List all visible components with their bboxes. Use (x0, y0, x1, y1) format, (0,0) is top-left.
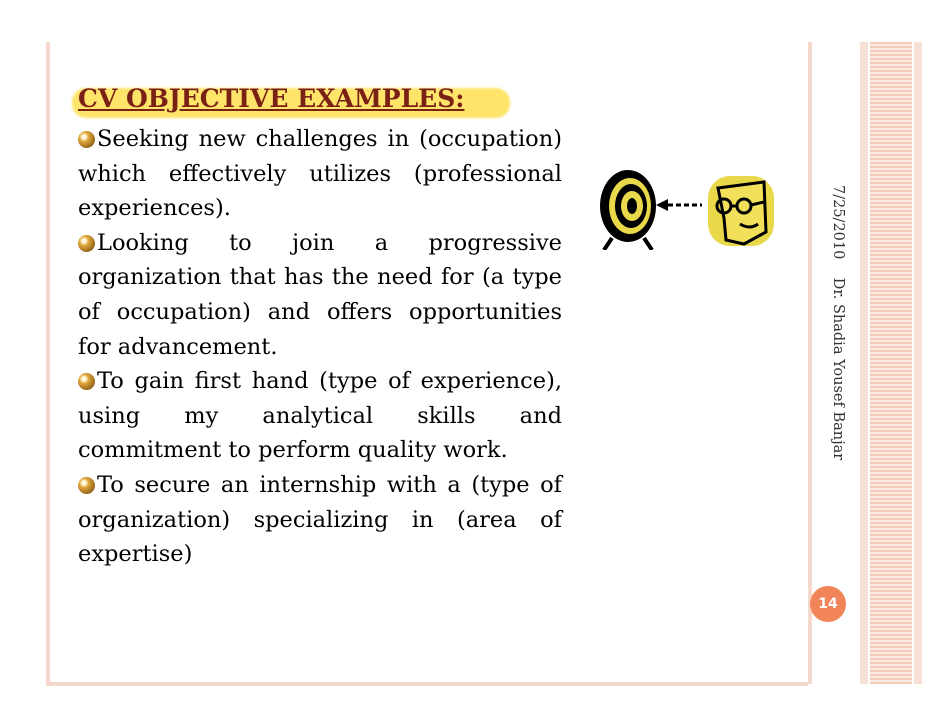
slide-title: CV OBJECTIVE EXAMPLES: (78, 84, 465, 113)
decor-stripe (914, 42, 922, 684)
frame-left-border (46, 42, 50, 684)
bullet-icon (78, 373, 95, 390)
side-author: Dr. Shadia Yousef Banjar (830, 277, 846, 461)
target-clipart-icon (600, 170, 656, 250)
target-and-face-clipart (598, 168, 776, 250)
bullet-text: Seeking new challenges in (occupation) which effectively utilizes (professional experiences). (78, 126, 562, 222)
bullet-paragraph (78, 122, 562, 226)
bullet-icon (78, 131, 95, 148)
title-block (78, 84, 465, 113)
side-date: 7/25/2010 (830, 185, 846, 260)
frame-right-border (808, 42, 812, 684)
face-with-glasses-clipart-icon (708, 176, 774, 246)
decor-stripe-pattern (870, 42, 912, 684)
arrow-icon (656, 199, 702, 211)
decor-stripe (860, 42, 868, 684)
slide-body (78, 122, 562, 572)
side-footer-text (830, 185, 846, 460)
frame-bottom-border (46, 682, 808, 686)
page-number-badge: 14 (810, 586, 846, 622)
bullet-icon (78, 235, 95, 252)
bullet-text: Looking to join a progressive organization that has the need for (a type of occupation) and offers opportunities for advancement. (78, 229, 562, 360)
bullet-paragraph (78, 468, 562, 572)
bullet-paragraph (78, 364, 562, 468)
bullet-text: To secure an internship with a (type of organization) specializing in (area of expertise) (78, 471, 562, 568)
side-footer (828, 185, 848, 461)
bullet-text: To gain first hand (type of experience), using my analytical skills and commitment to perform quality work. (78, 368, 562, 464)
bullet-paragraph (78, 226, 562, 364)
bullet-icon (78, 477, 95, 494)
